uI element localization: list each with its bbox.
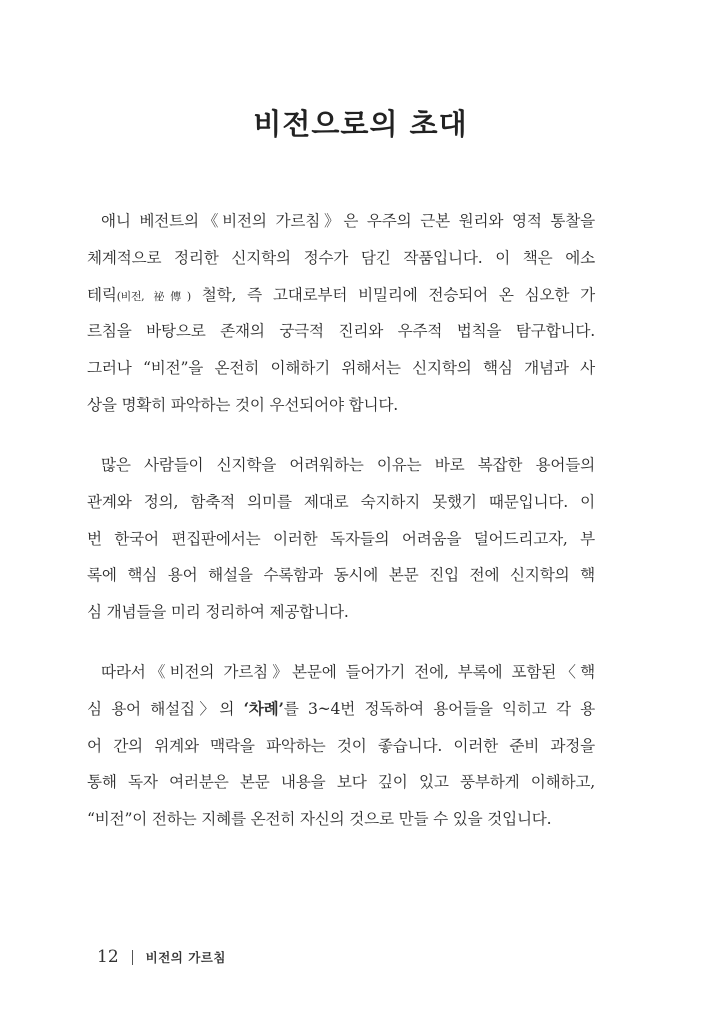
text-line: 심 개념들을 미리 정리하여 제공합니다. [87, 603, 349, 622]
text-segment: 심 용어 해설집〉의 [87, 699, 244, 718]
text-line: “비전”이 전하는 지혜를 온전히 자신의 것으로 만들 수 있을 것입니다. [87, 810, 552, 829]
paragraph-1 [87, 203, 595, 424]
annotation-text: (비전, 祕傳) [116, 289, 191, 303]
text-line: 르침을 바탕으로 존재의 궁극적 진리와 우주적 법칙을 탐구합니다. [87, 322, 595, 341]
text-line: 상을 명확히 파악하는 것이 우선되어야 합니다. [87, 395, 398, 414]
text-line: 체계적으로 정리한 신지학의 정수가 담긴 작품입니다. 이 책은 에소 [87, 248, 595, 267]
page-footer [97, 944, 226, 970]
emphasis-text: ‘차례’ [243, 698, 284, 718]
text-line: 록에 핵심 용어 해설을 수록함과 동시에 본문 진입 전에 신지학의 핵 [87, 566, 595, 585]
page-number: 12 [97, 947, 119, 967]
footer-divider [132, 950, 133, 965]
text-line: 통해 독자 여러분은 본문 내용을 보다 깊이 있고 풍부하게 이해하고, [87, 773, 595, 792]
text-line: 많은 사람들이 신지학을 어려워하는 이유는 바로 복잡한 용어들의 [101, 456, 595, 474]
text-line: 그러나 “비전”을 온전히 이해하기 위해서는 신지학의 핵심 개념과 사 [87, 359, 595, 378]
text-line: 번 한국어 편집판에서는 이러한 독자들의 어려움을 덜어드리고자, 부 [87, 529, 595, 548]
page-title: 비전으로의 초대 [253, 107, 468, 141]
paragraph-3 [87, 654, 595, 838]
running-title: 비전의 가르침 [145, 950, 226, 965]
text-line: 어 간의 위계와 맥락을 파악하는 것이 좋습니다. 이러한 준비 과정을 [87, 736, 595, 755]
text-line: 관계와 정의, 함축적 의미를 제대로 숙지하지 못했기 때문입니다. 이 [87, 492, 595, 511]
text-segment: 를 3~4번 정독하여 용어들을 익히고 각 용 [283, 699, 595, 718]
text-line [87, 691, 595, 728]
text-line: 따라서《비전의 가르침》본문에 들어가기 전에, 부록에 포함된〈핵 [101, 663, 595, 681]
text-line [87, 277, 595, 314]
text-line: 애니 베전트의《비전의 가르침》은 우주의 근본 원리와 영적 통찰을 [101, 212, 595, 230]
text-segment: 테릭 [87, 285, 117, 304]
text-segment: 철학, 즉 고대로부터 비밀리에 전승되어 온 심오한 가 [190, 285, 595, 304]
paragraph-2 [87, 447, 595, 631]
